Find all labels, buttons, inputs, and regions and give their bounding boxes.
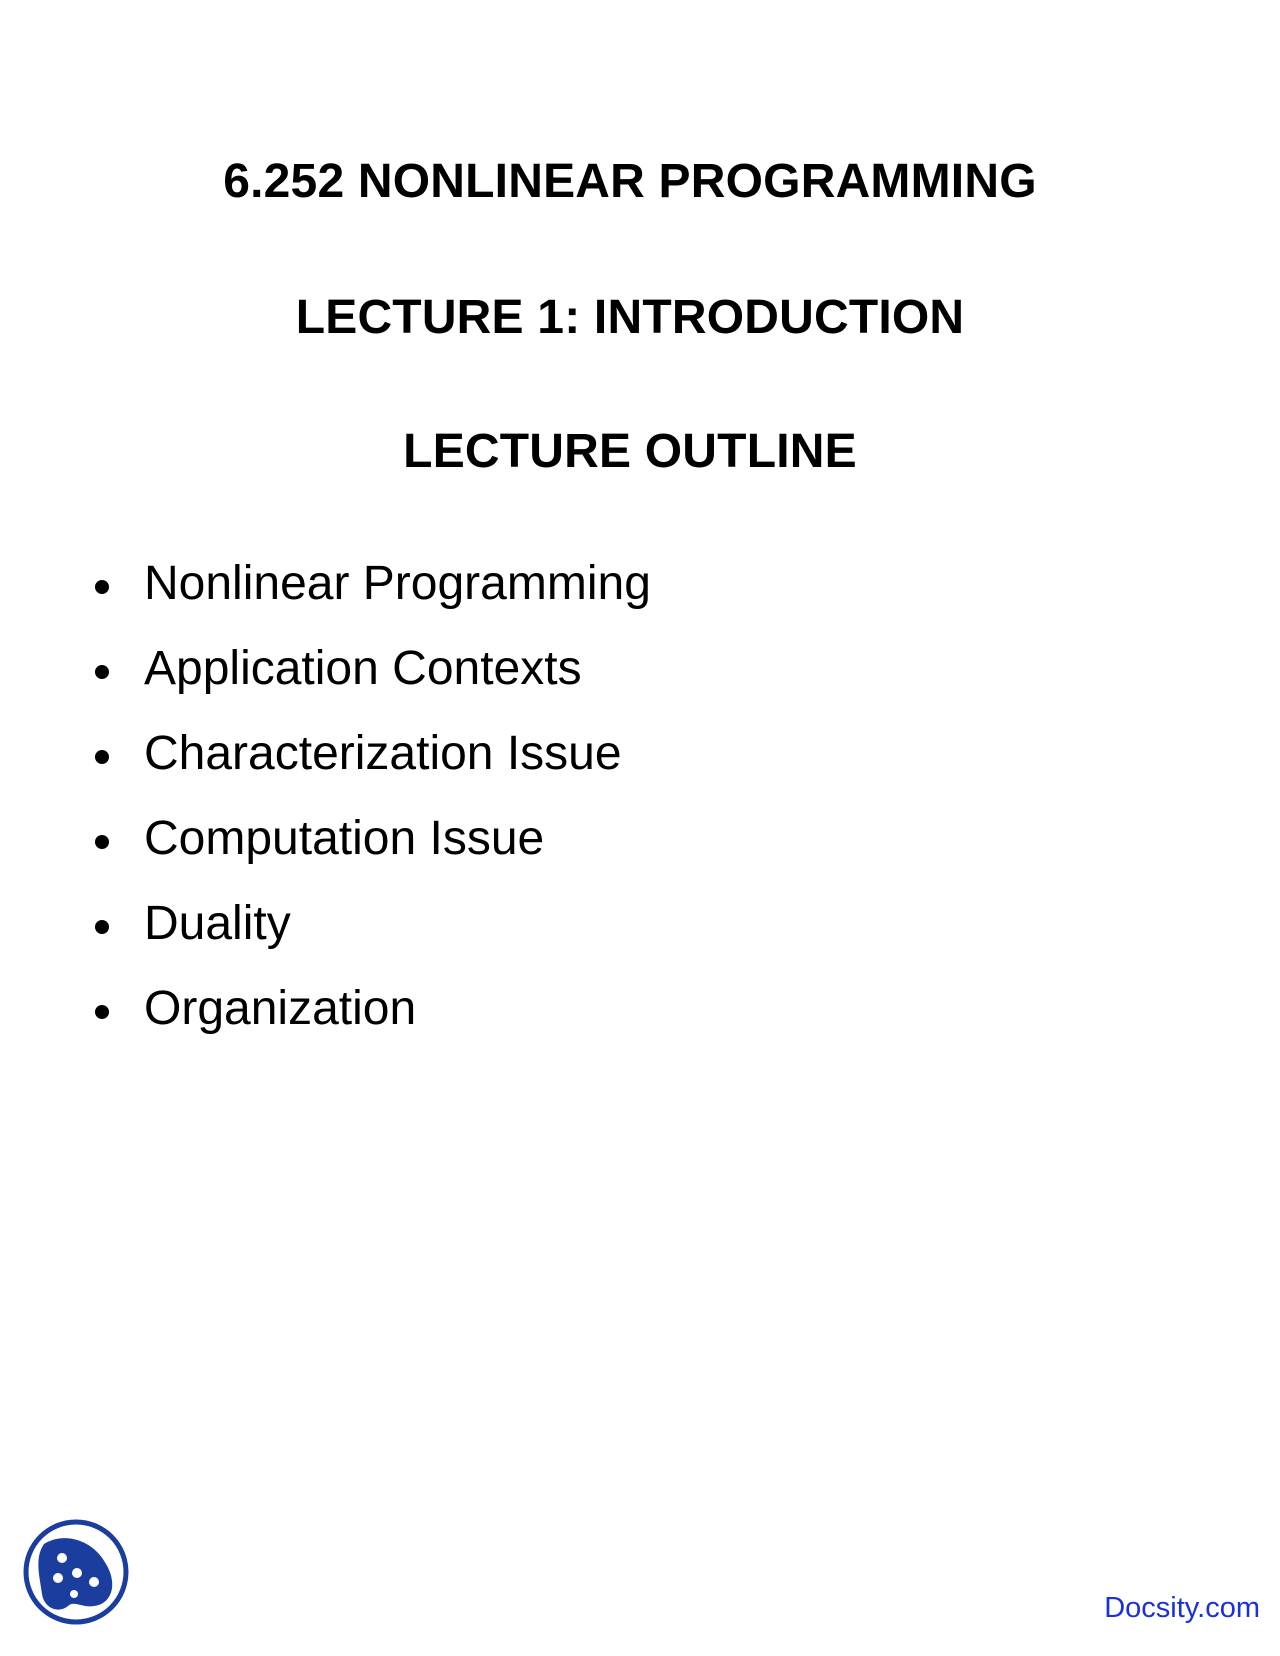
- bullet-icon: [95, 920, 109, 934]
- course-title: 6.252 NONLINEAR PROGRAMMING: [223, 155, 1037, 208]
- outline-item-text: Computation Issue: [144, 812, 545, 865]
- outline-item-text: Characterization Issue: [144, 727, 622, 780]
- outline-item-text: Duality: [144, 897, 291, 950]
- bullet-icon: [95, 835, 109, 849]
- docsity-link[interactable]: Docsity.com: [1104, 1592, 1260, 1624]
- outline-item-text: Nonlinear Programming: [144, 557, 651, 610]
- outline-heading: LECTURE OUTLINE: [403, 425, 857, 478]
- bullet-icon: [95, 750, 109, 764]
- outline-item-text: Organization: [144, 982, 417, 1035]
- lecture-title: LECTURE 1: INTRODUCTION: [295, 291, 965, 344]
- outline-item-text: Application Contexts: [144, 642, 582, 695]
- bullet-icon: [95, 580, 109, 594]
- docsity-logo-icon: [22, 1518, 130, 1626]
- bullet-icon: [95, 665, 109, 679]
- bullet-icon: [95, 1005, 109, 1019]
